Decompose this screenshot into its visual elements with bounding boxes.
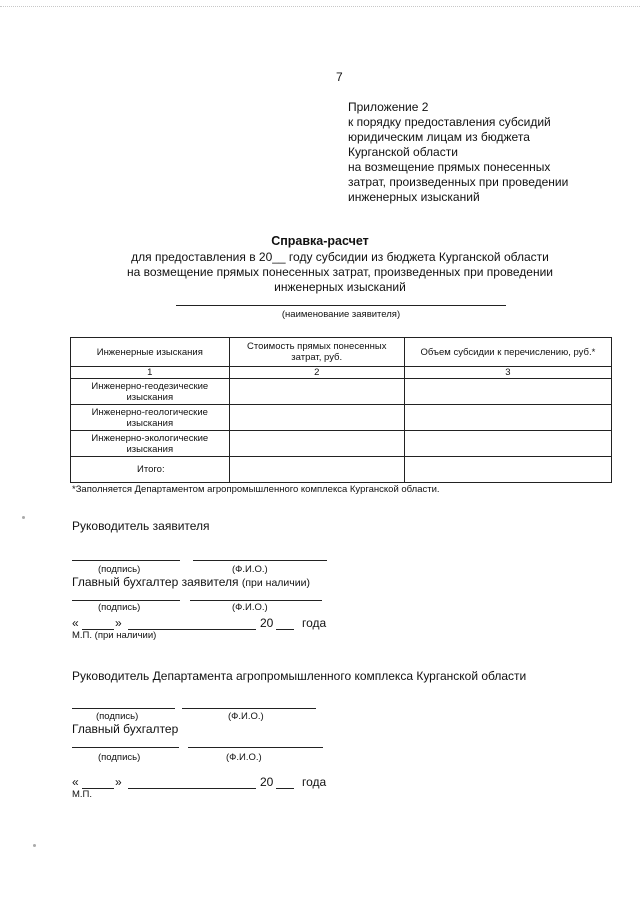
department-head-name-field[interactable]: [182, 708, 316, 709]
subsidy-cell[interactable]: [404, 379, 611, 405]
department-date-year-field[interactable]: [276, 788, 294, 789]
applicant-name-caption: (наименование заявителя): [281, 309, 401, 320]
applicant-head-name-field[interactable]: [193, 560, 327, 561]
applicant-accountant-label: [72, 575, 310, 589]
department-accountant-signature-field[interactable]: [72, 747, 179, 748]
column-number: 2: [229, 367, 404, 379]
cost-cell[interactable]: [229, 379, 404, 405]
name-caption: (Ф.И.О.): [228, 711, 264, 722]
department-head-signature-field[interactable]: [72, 708, 175, 709]
department-accountant-label: Главный бухгалтер: [72, 722, 179, 736]
signature-caption: (подпись): [98, 564, 141, 575]
department-accountant-name-field[interactable]: [188, 747, 323, 748]
document-subtitle: [60, 250, 620, 295]
date-close-quote: »: [115, 775, 122, 789]
scan-speck: [22, 516, 25, 519]
subtitle-line: инженерных изысканий: [274, 280, 406, 294]
column-number-row: [71, 367, 612, 379]
table-row: [71, 431, 612, 457]
date-close-quote: »: [115, 616, 122, 630]
column-number: 3: [404, 367, 611, 379]
name-caption: (Ф.И.О.): [226, 752, 262, 763]
total-subsidy-cell[interactable]: [404, 457, 611, 483]
total-label: Итого:: [71, 457, 230, 483]
annex-line: к порядку предоставления субсидий: [348, 115, 551, 129]
accountant-note: (при наличии): [241, 577, 310, 589]
signature-caption: (подпись): [98, 602, 141, 613]
column-header-costs: Стоимость прямых понесенных затрат, руб.: [229, 338, 404, 367]
column-header-subsidy: Объем субсидии к перечислению, руб.*: [404, 338, 611, 367]
column-number: 1: [71, 367, 230, 379]
year-suffix: года: [302, 775, 327, 789]
year-suffix: года: [302, 616, 327, 630]
annex-line: инженерных изысканий: [348, 190, 480, 204]
department-head-label: Руководитель Департамента агропромышленного комплекса Курганской области: [72, 669, 527, 683]
column-header-surveys: Инженерные изыскания: [71, 338, 230, 367]
stamp-place-label: М.П. (при наличии): [72, 630, 157, 641]
date-open-quote: «: [72, 616, 79, 630]
subtitle-line: на возмещение прямых понесенных затрат, произведенных при проведении: [126, 265, 554, 279]
annex-line: затрат, произведенных при проведении: [348, 175, 569, 189]
applicant-accountant-signature-field[interactable]: [72, 600, 180, 601]
signature-caption: (подпись): [96, 711, 139, 722]
annex-line: Приложение 2: [348, 100, 429, 114]
annex-line: Курганской области: [348, 145, 458, 159]
annex-line: на возмещение прямых понесенных: [348, 160, 551, 174]
page-number: 7: [336, 70, 343, 84]
accountant-title: Главный бухгалтер заявителя: [72, 575, 239, 589]
document-title: Справка-расчет: [271, 234, 369, 248]
subsidy-cell[interactable]: [404, 431, 611, 457]
year-prefix: 20: [260, 775, 274, 789]
applicant-head-label: Руководитель заявителя: [72, 519, 210, 533]
signature-caption: (подпись): [98, 752, 141, 763]
table-row: [71, 379, 612, 405]
stamp-place-label: М.П.: [72, 789, 93, 800]
survey-type-cell: Инженерно-геологические изыскания: [71, 405, 230, 431]
subtitle-line: для предоставления в 20__ году субсидии из бюджета Курганской области: [131, 250, 549, 264]
total-cost-cell[interactable]: [229, 457, 404, 483]
subsidy-cell[interactable]: [404, 405, 611, 431]
applicant-accountant-name-field[interactable]: [190, 600, 322, 601]
survey-type-cell: Инженерно-геодезические изыскания: [71, 379, 230, 405]
survey-type-cell: Инженерно-экологические изыскания: [71, 431, 230, 457]
department-date-month-field[interactable]: [128, 788, 256, 789]
annex-line: юридическим лицам из бюджета: [348, 130, 530, 144]
scan-speck: [33, 844, 36, 847]
applicant-name-field[interactable]: [176, 305, 506, 306]
calculation-table: [70, 337, 612, 483]
total-row: [71, 457, 612, 483]
year-prefix: 20: [260, 616, 274, 630]
cost-cell[interactable]: [229, 405, 404, 431]
footnote: *Заполняется Департаментом агропромышленного комплекса Курганской области.: [72, 484, 440, 495]
annex-header: [348, 100, 628, 205]
name-caption: (Ф.И.О.): [232, 564, 268, 575]
applicant-head-signature-field[interactable]: [72, 560, 180, 561]
cost-cell[interactable]: [229, 431, 404, 457]
name-caption: (Ф.И.О.): [232, 602, 268, 613]
page-top-border: [0, 6, 640, 7]
date-open-quote: «: [72, 775, 79, 789]
table-row: [71, 405, 612, 431]
applicant-date-year-field[interactable]: [276, 629, 294, 630]
